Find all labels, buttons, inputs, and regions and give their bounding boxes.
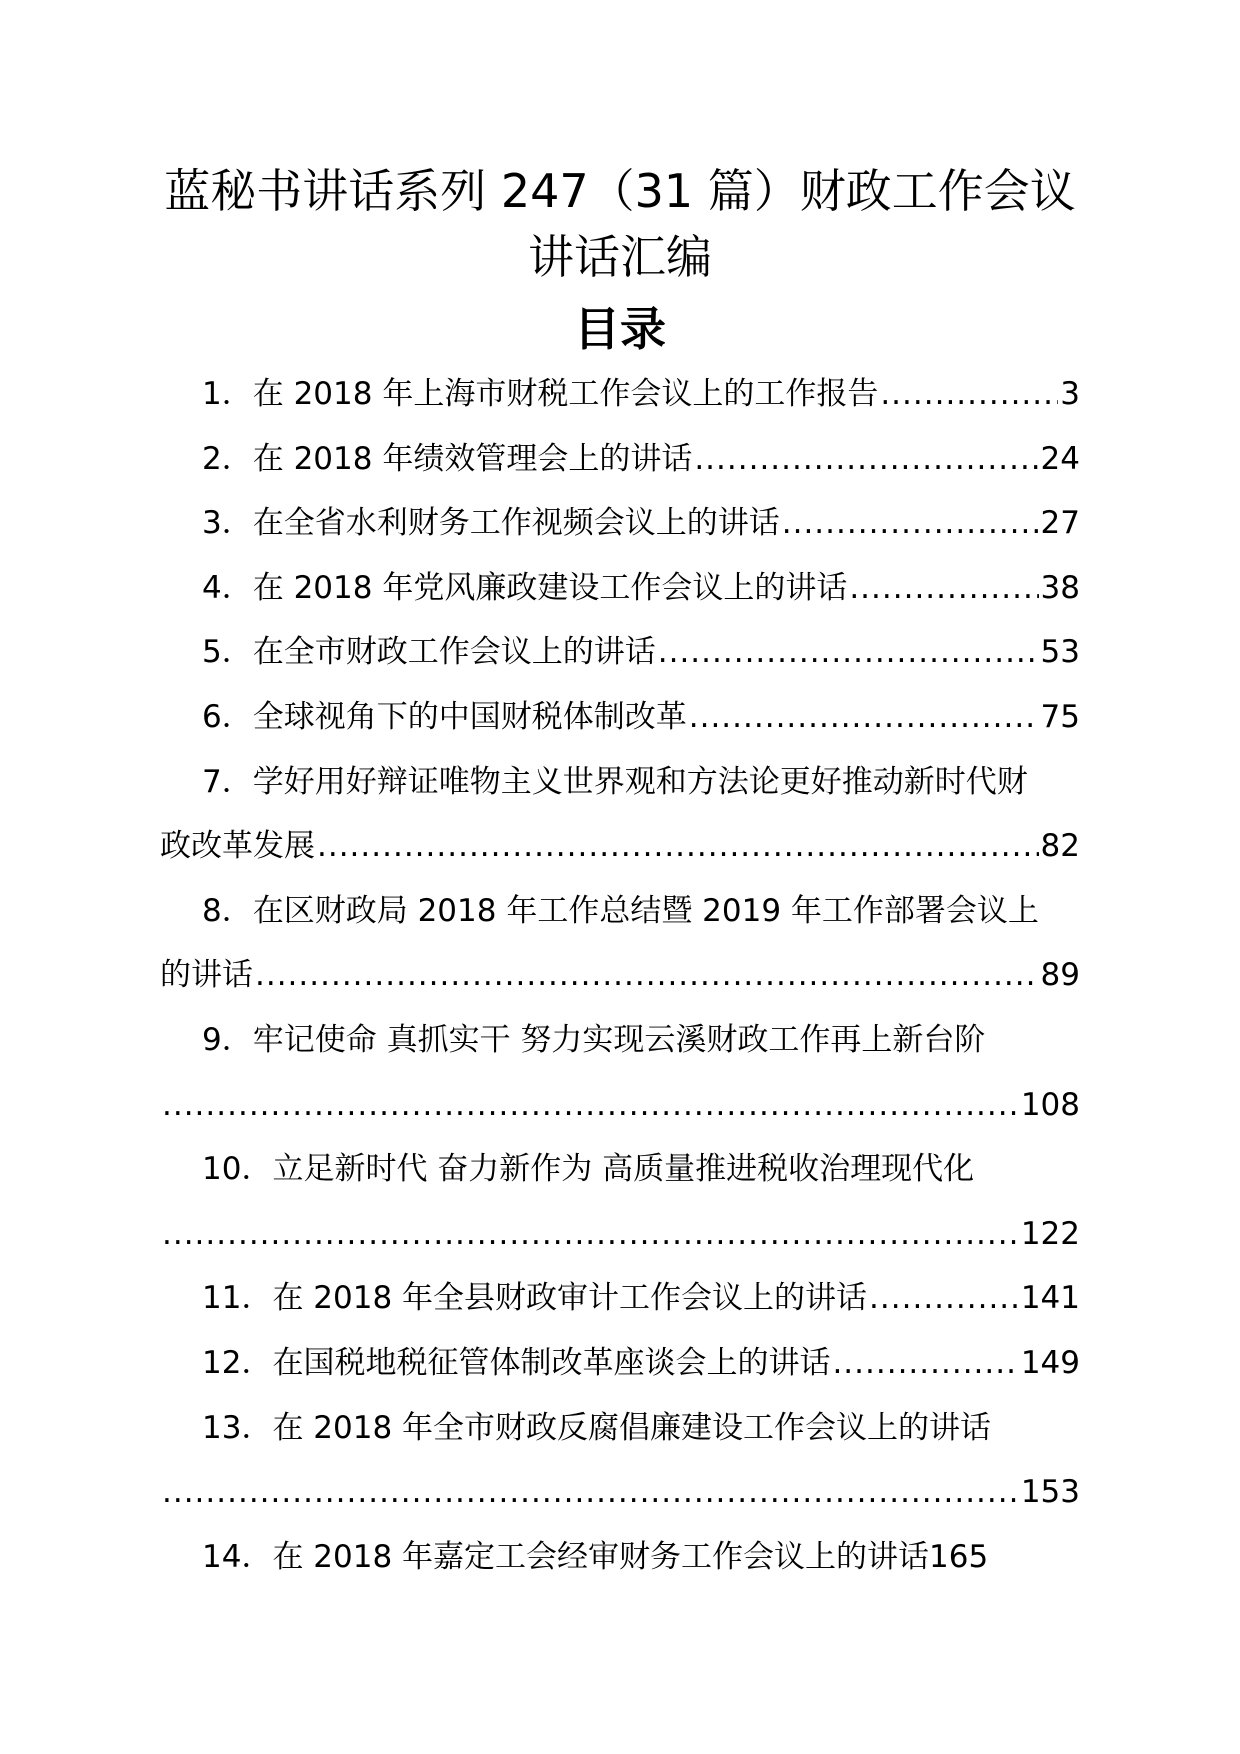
- toc-page-number: 165: [929, 1538, 989, 1575]
- toc-entry[interactable]: [160, 879, 1080, 1008]
- toc-page-number: 38: [1040, 569, 1080, 606]
- toc-page-number: 24: [1040, 440, 1080, 477]
- toc-page-number: 53: [1040, 634, 1080, 671]
- toc-page-number: 75: [1040, 698, 1080, 735]
- toc-entry[interactable]: [160, 750, 1080, 879]
- toc-entry-title: 9．牢记使命 真抓实干 努力实现云溪财政工作再上新台阶: [202, 1021, 986, 1058]
- toc-entry[interactable]: [160, 1396, 1080, 1525]
- toc-page-number: 82: [1040, 828, 1080, 865]
- dot-leader: [869, 1266, 1019, 1331]
- dot-leader: [162, 1073, 1019, 1138]
- toc-page-number: 27: [1040, 505, 1080, 542]
- title-line-2: 讲话汇编: [528, 230, 712, 284]
- toc-entry[interactable]: [160, 1331, 1080, 1396]
- dot-leader: [317, 814, 1039, 879]
- dot-leader: [658, 620, 1039, 685]
- toc-entry[interactable]: [160, 620, 1080, 685]
- toc-entry-title: 10．立足新时代 奋力新作为 高质量推进税收治理现代化: [202, 1151, 975, 1188]
- toc-entry[interactable]: [160, 427, 1080, 492]
- toc-entry[interactable]: [160, 491, 1080, 556]
- toc-entry[interactable]: [160, 1137, 1080, 1266]
- toc-entry-title-continued: 政改革发展: [160, 828, 315, 865]
- toc-entry-title: 11．在 2018 年全县财政审计工作会议上的讲话: [202, 1280, 868, 1317]
- dot-leader: [832, 1331, 1018, 1396]
- dot-leader: [849, 556, 1038, 621]
- toc-entry-title: 4．在 2018 年党风廉政建设工作会议上的讲话: [202, 569, 848, 606]
- toc-entry[interactable]: [160, 1008, 1080, 1137]
- toc-page-number: 89: [1040, 957, 1080, 994]
- dot-leader: [255, 943, 1039, 1008]
- toc-entry-title: 12．在国税地税征管体制改革座谈会上的讲话: [202, 1344, 831, 1381]
- toc-entry-title: 3．在全省水利财务工作视频会议上的讲话: [202, 505, 780, 542]
- toc-entry-title: 6．全球视角下的中国财税体制改革: [202, 698, 687, 735]
- toc-entry[interactable]: [160, 362, 1080, 427]
- toc-entry-title: 5．在全市财政工作会议上的讲话: [202, 634, 656, 671]
- toc-entry-title: 1．在 2018 年上海市财税工作会议上的工作报告: [202, 376, 879, 412]
- toc-entry-title: 2．在 2018 年绩效管理会上的讲话: [202, 440, 693, 477]
- dot-leader: [782, 491, 1039, 556]
- title-line-1: 蓝秘书讲话系列 247（31 篇）财政工作会议: [164, 164, 1076, 218]
- toc-entry-title: 8．在区财政局 2018 年工作总结暨 2019 年工作部署会议上: [202, 892, 1039, 929]
- toc-page-number: 108: [1020, 1086, 1080, 1123]
- toc-entry[interactable]: [160, 1266, 1080, 1331]
- toc-entry-title: 14．在 2018 年嘉定工会经审财务工作会议上的讲话: [202, 1538, 930, 1575]
- toc-entry[interactable]: [160, 556, 1080, 621]
- toc-entry[interactable]: [160, 1525, 1080, 1590]
- toc-entry-title-continued: 的讲话: [160, 957, 253, 994]
- dot-leader: [162, 1202, 1019, 1267]
- toc-heading: 目录: [574, 302, 666, 356]
- toc-entry-title: 7．学好用好辩证唯物主义世界观和方法论更好推动新时代财: [202, 763, 1028, 800]
- table-of-contents: [160, 362, 1080, 1589]
- dot-leader: [162, 1460, 1019, 1525]
- dot-leader: [689, 685, 1039, 750]
- toc-entry[interactable]: [160, 685, 1080, 750]
- dot-leader: [694, 427, 1038, 492]
- toc-page-number: 122: [1020, 1215, 1080, 1252]
- document-title: [160, 158, 1080, 290]
- dot-leader: [880, 362, 1058, 427]
- toc-page-number: 149: [1020, 1344, 1080, 1381]
- toc-entry-title: 13．在 2018 年全市财政反腐倡廉建设工作会议上的讲话: [202, 1409, 992, 1446]
- toc-page-number: 3: [1060, 376, 1080, 412]
- toc-page-number: 153: [1020, 1474, 1080, 1511]
- toc-page-number: 141: [1020, 1280, 1080, 1317]
